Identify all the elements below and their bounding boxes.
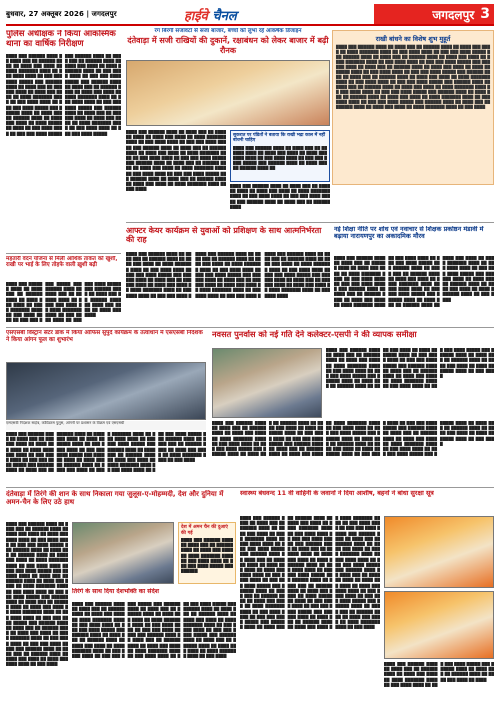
side-box-body: ████ ███ ██████ ████ ██ ████ ███ ██ ██████ ████ ██ ████ ███ ████ ██ ████ ███████ ████ ██ ███ ████ ████ ██ ███ ███ ████ █████ ███ ██████ [181, 538, 233, 574]
story-8-body-b: ████ ███ ██████ ████ ██ ████ ███ ██ ██████ ████ ██ ████ ███ ████ ██ ████ ███████ ████ ██ ███ ████ ████ ██ ███ ███ ████ █████ ███ ██████ ████ ██ ████ ███ ██ ██████ ████ ██ ████ ███ ████ ██ ████ ███████ ████ ██ ███ ████ ████ ██ ███ ███ ████ █████ ███ ██████ ████ ██ ████ ███ ██ ██████ ████ ██ ████ ███ ████ ██ ████ ███████ ████ ██ ███ ████ ████ ██ ███ ███ ████ █████ ███ ██████ ████ ██ ████ ███ ██ ██████ ████ ██ ████ ███ ████ ██ ████ ███████ ████ ██ ███ ████ ████ ██ ███ ███ ████ █████ ███ ██████ ████ ██ ████ ███ ██ ██████ ████ ██ ████ ███ ████ ██ ████ ███████ ████ ██ ███ ████ ████ ██ ███ ███ ████ █████ ███ ██████ ████ ██ ████ ███ ██ ██████ ████ ██ ████ ███ ████ ██ ████ ███████ ████ ██ ███ ████ [212, 421, 494, 457]
rakhi-jawans-photo-1 [384, 516, 494, 588]
headline-1: पुलिस अधीक्षक ने किया आकस्मिक थाना का वार्षिक निरीक्षण [6, 30, 116, 49]
divider [6, 327, 494, 328]
meeting-photo-1 [212, 348, 322, 418]
headline-7: एसएसबी विस्ट्रान सेंटर डाक में किया ऑफिस सुपुर्द कार्यक्रम के तत्वाधान में एसएसबी निदेशक ने किया आंगन फूल का शुभारंभ [6, 330, 203, 343]
headline-11: तिरंगे के साथ दिया देशभक्ति का संदेश [72, 588, 159, 595]
story-11-header [72, 588, 236, 600]
rakhi-muhurat-box [332, 30, 494, 185]
headline-9: दंतेवाड़ा में तिरंगे की शान के साथ निकाला गया जुलूस-ए-मोहम्मदी, देश और दुनिया में अमन-चैन के लिए उठे हाथ [6, 490, 224, 507]
divider [126, 222, 494, 223]
story-1 [6, 30, 121, 250]
story-4-body: ████ ███ ██████ ████ ██ ████ ███ ██ ██████ ████ ██ ████ ███ ████ ██ ████ ███████ ████ ██ ███ ████ ████ ██ ███ ███ ████ █████ ███ ██████ ████ ██ ████ ███ ██ ██████ ████ ██ ████ ███ ████ ██ ████ ███████ ████ ██ ███ ████ ████ ██ ███ ███ ████ █████ ███ ██████ ████ ██ ████ ███ ██ ██████ ████ ██ ████ ███ ████ ██ ████ ███████ [6, 282, 121, 323]
story-10-header [240, 490, 494, 514]
kicker-2: रंग बिरंगी सजावटों से सजा बाजार, बच्चों को लुभा रहे आकर्षक डिजाइन [154, 28, 302, 34]
headline-5: आफ्टर केयर कार्यक्रम से युवाओं को प्रशिक्षण के साथ आत्मनिर्भरता की राह [126, 226, 322, 245]
story-2-body-b: ████ ███ ██████ ████ ██ ████ ███ ██ ██████ ████ ██ ████ ███ ████ ██ ████ ███████ ████ ██ ███ ████ ████ ██ ███ ███ ████ █████ ███ ██████ ████ ██ ████ ███ ██ ██████ ████ [230, 184, 330, 209]
story-6-header [334, 226, 494, 254]
story-1-body: ████ ███ ██████ ████ ██ ████ ███ ██ ██████ ████ ██ ████ ███ ████ ██ ████ ███████ ████ ██ ███ ████ ████ ██ ███ ███ ████ █████ ███ ██████ ████ ██ ████ ███ ██ ██████ ████ ██ ████ ███ ████ ██ ████ ███████ ████ ██ ███ ████ ████ ██ ███ ███ ████ █████ ███ ██████ ████ ██ ████ ███ ██ ██████ ████ ██ ████ ███ ████ ██ ████ ███████ ████ ██ ███ ████ ████ ██ ███ ███ ████ █████ ███ ██████ ████ ██ ████ ███ ██ ██████ ████ ██ ████ ███ ████ ██ ████ ███████ ████ ██ ███ ████ ████ ██ ███ ███ ████ █████ ███ ██████ ████ ██ ████ ███ ██ ██████ ████ ██ ████ ███ ████ ██ ████ ███████ ████ ██ ███ ████ ████ ██ ███ ███ ████ █████ ███ ██████ ████ ██ ████ ███ ██ ██████ ████ ██ ████ ███ ████ ██ ████ ███████ ████ ██ ███ ████ ████ ██ ███ ███ ████ █████ [6, 53, 121, 136]
story-7-body: ████ ███ ██████ ████ ██ ████ ███ ██ ██████ ████ ██ ████ ███ ████ ██ ████ ███████ ████ ██ ███ ████ ████ ██ ███ ███ ████ █████ ███ ██████ ████ ██ ████ ███ ██ ██████ ████ ██ ████ ███ ████ ██ ████ ███████ ████ ██ ███ ████ ████ ██ ███ ███ ████ █████ ███ ██████ ████ ██ ████ ███ ██ ██████ ████ ██ ████ ███ ████ ██ ████ ███████ ████ ██ ███ ████ ████ ██ ███ ███ ████ █████ ███ ██████ ████ ██ ████ ███ ██ ██████ ████ ██ ████ ███ ████ ██ ████ ███████ ████ ██ ███ ████ ████ ██ ███ ███ ████ █████ ███ ██████ ████ ██ ████ ███ ██ ██████ ████ ██ ████ ███ ████ ██ ████ ███████ ████ ██ ███ ████ [6, 432, 206, 473]
headline-3: राखी बांधने का विशेष शुभ मुहूर्त [375, 35, 451, 43]
masthead [6, 4, 494, 26]
story-6-body: ████ ███ ██████ ████ ██ ████ ███ ██ ██████ ████ ██ ████ ███ ████ ██ ████ ███████ ████ ██ ███ ████ ████ ██ ███ ███ ████ █████ ███ ██████ ████ ██ ████ ███ ██ ██████ ████ ██ ████ ███ ████ ██ ████ ███████ ████ ██ ███ ████ ████ ██ ███ ███ ████ █████ ███ ██████ ████ ██ ████ ███ ██ ██████ ████ ██ ████ ███ ████ ██ ████ ███████ ████ ██ ███ ████ ████ ██ ███ ███ ████ █████ ███ ██████ ████ ██ ████ ███ ██ ██████ ████ ██ ████ ███ ████ ██ ████ ███████ ████ ██ ███ ████ ████ ██ ███ ███ ████ █████ ███ ██████ ████ ██ ████ ███ ██ ██████ ████ ██ ████ ███ ████ ██ ████ ███████ ████ ██ ███ ████ [334, 256, 494, 307]
story-10-body-b: ████ ███ ██████ ████ ██ ████ ███ ██ ██████ ████ ██ ████ ███ ████ ██ ████ ███████ ████ ██ ███ ████ ████ ██ ███ ███ ████ █████ ███ ██████ ████ ██ ████ ███ ██ ██████ ████ ██ ████ ███ ████ ██ ████ [384, 662, 494, 687]
side-box-headline: देश में अमन चैन की दुआएं की गई [181, 525, 228, 536]
procession-photo-1 [72, 522, 174, 584]
story-3-body: ████ ███ ██████ ████ ██ ████ ███ ██ ██████ ████ ██ ████ ███ ████ ██ ████ ███████ ████ ██ ███ ████ ████ ██ ███ ███ ████ █████ ███ ██████ ████ ██ ████ ███ ██ ██████ ████ ██ ████ ███ ████ ██ ████ ███████ ████ ██ ███ ████ ████ ██ ███ ███ ████ █████ ███ ██████ ████ ██ ████ ███ ██ ██████ ████ ██ ████ ███ ████ ██ ████ ███████ ████ ██ ███ ████ ████ ██ ███ ███ ████ █████ ███ ██████ ████ ██ ████ ███ ██ ██████ ████ ██ ████ ███ ████ ██ ████ ███████ ████ ██ ███ ████ ████ ██ ███ ███ ████ █████ ███ ██████ ████ ██ ████ ███ ██ ██████ ████ ██ ████ ███ ████ ██ ████ ███████ ████ ██ ███ ████ ████ ██ ███ ███ ████ █████ ███ ██████ ████ ██ ████ ███ ██ ██████ ████ ██ ████ ███ ████ ██ ████ ███████ ████ ██ ███ ████ ████ ██ ███ ███ ████ █████ ███ ██████ ████ ██ ████ ███ ██ ██████ ████ ██ ████ ███ ████ ██ ████ ███████ ████ ██ ███ ████ [336, 45, 490, 109]
side-box [178, 522, 236, 584]
divider [6, 253, 121, 254]
headline-6: नई शिक्षा नीति पर शोध एवं नवाचार से शिक्षक प्रकोष्ठन मंडावी में बढ़ाया नारायणपुर का अकादमिक मौरव [334, 226, 484, 241]
page-number: 3 [480, 6, 490, 22]
boxed-note-headline: सुकरात पर पंडितों ने बताया कि राखी भद्रा काल में नहीं बांधनी चाहिए [233, 133, 326, 144]
story-10-body: ████ ███ ██████ ████ ██ ████ ███ ██ ██████ ████ ██ ████ ███ ████ ██ ████ ███████ ████ ██ ███ ████ ████ ██ ███ ███ ████ █████ ███ ██████ ████ ██ ████ ███ ██ ██████ ████ ██ ████ ███ ████ ██ ████ ███████ ████ ██ ███ ████ ████ ██ ███ ███ ████ █████ ███ ██████ ████ ██ ████ ███ ██ ██████ ████ ██ ████ ███ ████ ██ ████ ███████ ████ ██ ███ ████ ████ ██ ███ ███ ████ █████ ███ ██████ ████ ██ ████ ███ ██ ██████ ████ ██ ████ ███ ████ ██ ████ ███████ ████ ██ ███ ████ ████ ██ ███ ███ ████ █████ ███ ██████ ████ ██ ████ ███ ██ ██████ ████ ██ ████ ███ ████ ██ ████ ███████ ████ ██ ███ ████ ████ ██ ███ ███ ████ █████ ███ ██████ ████ ██ ████ ███ ██ ██████ ████ ██ ████ ███ ████ ██ ████ ███████ ████ ██ ███ ████ ████ ██ ███ ███ ████ █████ ███ ██████ ████ ██ ████ ███ ██ ██████ ████ ██ ████ ███ ████ ██ ████ ███████ ████ ██ ███ ████ ████ ██ ███ ███ ████ █████ ███ ██████ ████ ██ ████ ███ ██ ██████ ████ ██ ████ ███ ████ ██ ████ ███████ ████ ██ ███ ████ ████ ██ ███ ███ ████ █████ ███ ██████ ████ ██ ████ ███ ██ ██████ ████ ██ ████ ███ ████ ██ ████ ███████ ████ ██ ███ ████ ████ ██ ███ ███ ████ █████ ███ ██████ ████ ██ ████ ███ ██ ██████ ████ ██ ████ ███ ████ ██ ████ ███████ ████ ██ ███ ████ [240, 516, 380, 630]
rakhi-shop-photo [126, 60, 330, 126]
story-5-body: ████ ███ ██████ ████ ██ ████ ███ ██ ██████ ████ ██ ████ ███ ████ ██ ████ ███████ ████ ██ ███ ████ ████ ██ ███ ███ ████ █████ ███ ██████ ████ ██ ████ ███ ██ ██████ ████ ██ ████ ███ ████ ██ ████ ███████ ████ ██ ███ ████ ████ ██ ███ ███ ████ █████ ███ ██████ ████ ██ ████ ███ ██ ██████ ████ ██ ████ ███ ████ ██ ████ ███████ ████ ██ ███ ████ ████ ██ ███ ███ ████ █████ ███ ██████ ████ ██ ████ ███ ██ ██████ ████ ██ ████ ███ ████ ██ ████ ███████ ████ ██ ███ ████ ████ ██ ███ ███ ████ █████ ███ ██████ ████ ██ ████ ███ ██ ██████ ████ ██ ████ ███ ████ ██ ████ ███████ ████ ██ ███ ████ ████ ██ ███ ███ ████ █████ ███ ██████ ████ ██ ████ ███ ██ ██████ ████ ██ ████ ███ ████ ██ ████ ███████ ████ ██ ███ ████ ████ [126, 252, 330, 298]
story-5-header [126, 226, 330, 250]
brand-logo: हाईवे चैनल [184, 9, 237, 24]
story-2-body-a: ████ ███ ██████ ████ ██ ████ ███ ██ ██████ ████ ██ ████ ███ ████ ██ ████ ███████ ████ ██ ███ ████ ████ ██ ███ ███ ████ █████ ███ ██████ ████ ██ ████ ███ ██ ██████ ████ ██ ████ ███ ████ ██ ████ ███████ ████ ██ ███ ████ ████ ██ ███ ███ ████ █████ ███ ██████ ████ ██ ████ ███ ██ ██████ ████ ██ ████ ███ ████ ██ ████ ███████ ████ ██ ███ ████ ████ ██ ███ ███ ████ █████ ███ ██████ ████ ██ ████ ███ ██ ██████ ████ ██ ████ ███ ████ ██ ████ ███████ ████ ██ ███ ████ [126, 130, 226, 192]
rakhi-jawans-photo-2 [384, 591, 494, 659]
story-9-body: ████ ███ ██████ ████ ██ ████ ███ ██ ██████ ████ ██ ████ ███ ████ ██ ████ ███████ ████ ██ ███ ████ ████ ██ ███ ███ ████ █████ ███ ██████ ████ ██ ████ ███ ██ ██████ ████ ██ ████ ███ ████ ██ ████ ███████ ████ ██ ███ ████ ████ ██ ███ ███ ████ █████ ███ ██████ ████ ██ ████ ███ ██ ██████ ████ ██ ████ ███ ████ ██ ████ ███████ ████ ██ ███ ████ ████ ██ ███ ███ ████ █████ ███ ██████ ████ ██ ████ ███ ██ ██████ ████ ██ ████ ███ ████ ██ ████ ███████ ████ ██ ███ ████ ████ ██ ███ ███ ████ █████ ███ ██████ ████ ██ ████ ███ ██ ██████ ████ ██ ████ ███ ████ ██ ████ ███████ ████ ██ ███ ████ ████ ██ ███ ███ ████ █████ ███ ██████ ████ ██ ████ ███ ██ ██████ ████ ██ ████ ███ ████ ██ ████ ███████ ████ ██ ███ ████ [6, 522, 68, 667]
headline-2: दंतेवाड़ा में सजी राखियों की दुकानें, रक्षाबंधन को लेकर बाजार में बढ़ी रौनक [127, 36, 329, 55]
divider [6, 487, 494, 488]
headline-8: नवसत पुनर्वास को नई गति देने कलेक्टर-एसपी ने की व्यापक समीक्षा [212, 330, 417, 339]
boxed-note [230, 130, 330, 182]
section-banner [374, 4, 494, 24]
story-8-body-a: ████ ███ ██████ ████ ██ ████ ███ ██ ██████ ████ ██ ████ ███ ████ ██ ████ ███████ ████ ██ ███ ████ ████ ██ ███ ███ ████ █████ ███ ██████ ████ ██ ████ ███ ██ ██████ ████ ██ ████ ███ ████ ██ ████ ███████ ████ ██ ███ ████ ████ ██ ███ ███ ████ █████ ███ ██████ ████ ██ ████ ███ ██ ██████ ████ ██ ████ ███ ████ ██ ████ ███████ ████ ██ ███ ████ ████ ██ ███ ███ ████ █████ ███ ██████ ████ ██ ████ ███ ██ ██████ ████ ██ ████ ███ ████ ██ ████ ███████ ████ ██ ███ ████ [326, 348, 494, 389]
story-4-header [6, 256, 121, 280]
story-7-header [6, 330, 206, 360]
headline-10: स्वास्थ्य बंधवन्द 11 वीं वाहिनी के जवानों ने दिया आशीष, बहनों ने बांधा सुरक्षा सूत्र [240, 490, 434, 497]
date-line: बुधवार, 27 अक्तूबर 2026 | जगदलपुर [6, 9, 117, 18]
story-11-body: ████ ███ ██████ ████ ██ ████ ███ ██ ██████ ████ ██ ████ ███ ████ ██ ████ ███████ ████ ██ ███ ████ ████ ██ ███ ███ ████ █████ ███ ██████ ████ ██ ████ ███ ██ ██████ ████ ██ ████ ███ ████ ██ ████ ███████ ████ ██ ███ ████ ████ ██ ███ ███ ████ █████ ███ ██████ ████ ██ ████ ███ ██ ██████ ████ ██ ████ ███ ████ ██ ████ ███████ ████ ██ ███ ████ ████ ██ ███ ███ ████ █████ ███ ██████ ████ ██ ████ ███ ██ ██████ ████ ██ ████ ███ ████ ██ ████ ███████ ████ ██ ███ ████ ████ ██ ███ ███ ████ █████ ███ ██████ ████ ██ ████ ███ ██ ██████ ████ ██ ████ ███ ████ ██ ████ ███████ ████ ██ ███ ████ ████ ██ ███ ███ ████ █████ ███ ██████ ████ ██ ████ ███ ██ ██████ ████ ██ ████ ███ ████ ██ ████ ███████ ████ ██ ███ ████ [72, 602, 236, 659]
boxed-note-body: ████ ███ ██████ ████ ██ ████ ███ ██ ██████ ████ ██ ████ ███ ████ ██ ████ ███████ ████ ██ ███ ████ ████ ██ ███ ███ ████ █████ ███ ██████ ████ ██ ████ ███ ██ ██████ ████ ██ [233, 145, 327, 171]
story-8-header [212, 330, 494, 346]
photo-caption: एसएसबी निदेशक साहेब, कोविडरस पुलुस, आंगनी पर प्रशासन के विक्रम एवं एसएसबी [6, 421, 206, 430]
headline-4: महतारी वंदन योजना से मिली आर्थिक ताकत को खुशी, राखी पर भाई के लिए तोहफे वाली ख़ुशी बढ़ी [6, 256, 118, 269]
ssb-event-photo [6, 362, 206, 420]
section-name: जगदलपुर [432, 7, 475, 22]
story-9-header [6, 490, 236, 520]
story-2-header [126, 28, 330, 58]
